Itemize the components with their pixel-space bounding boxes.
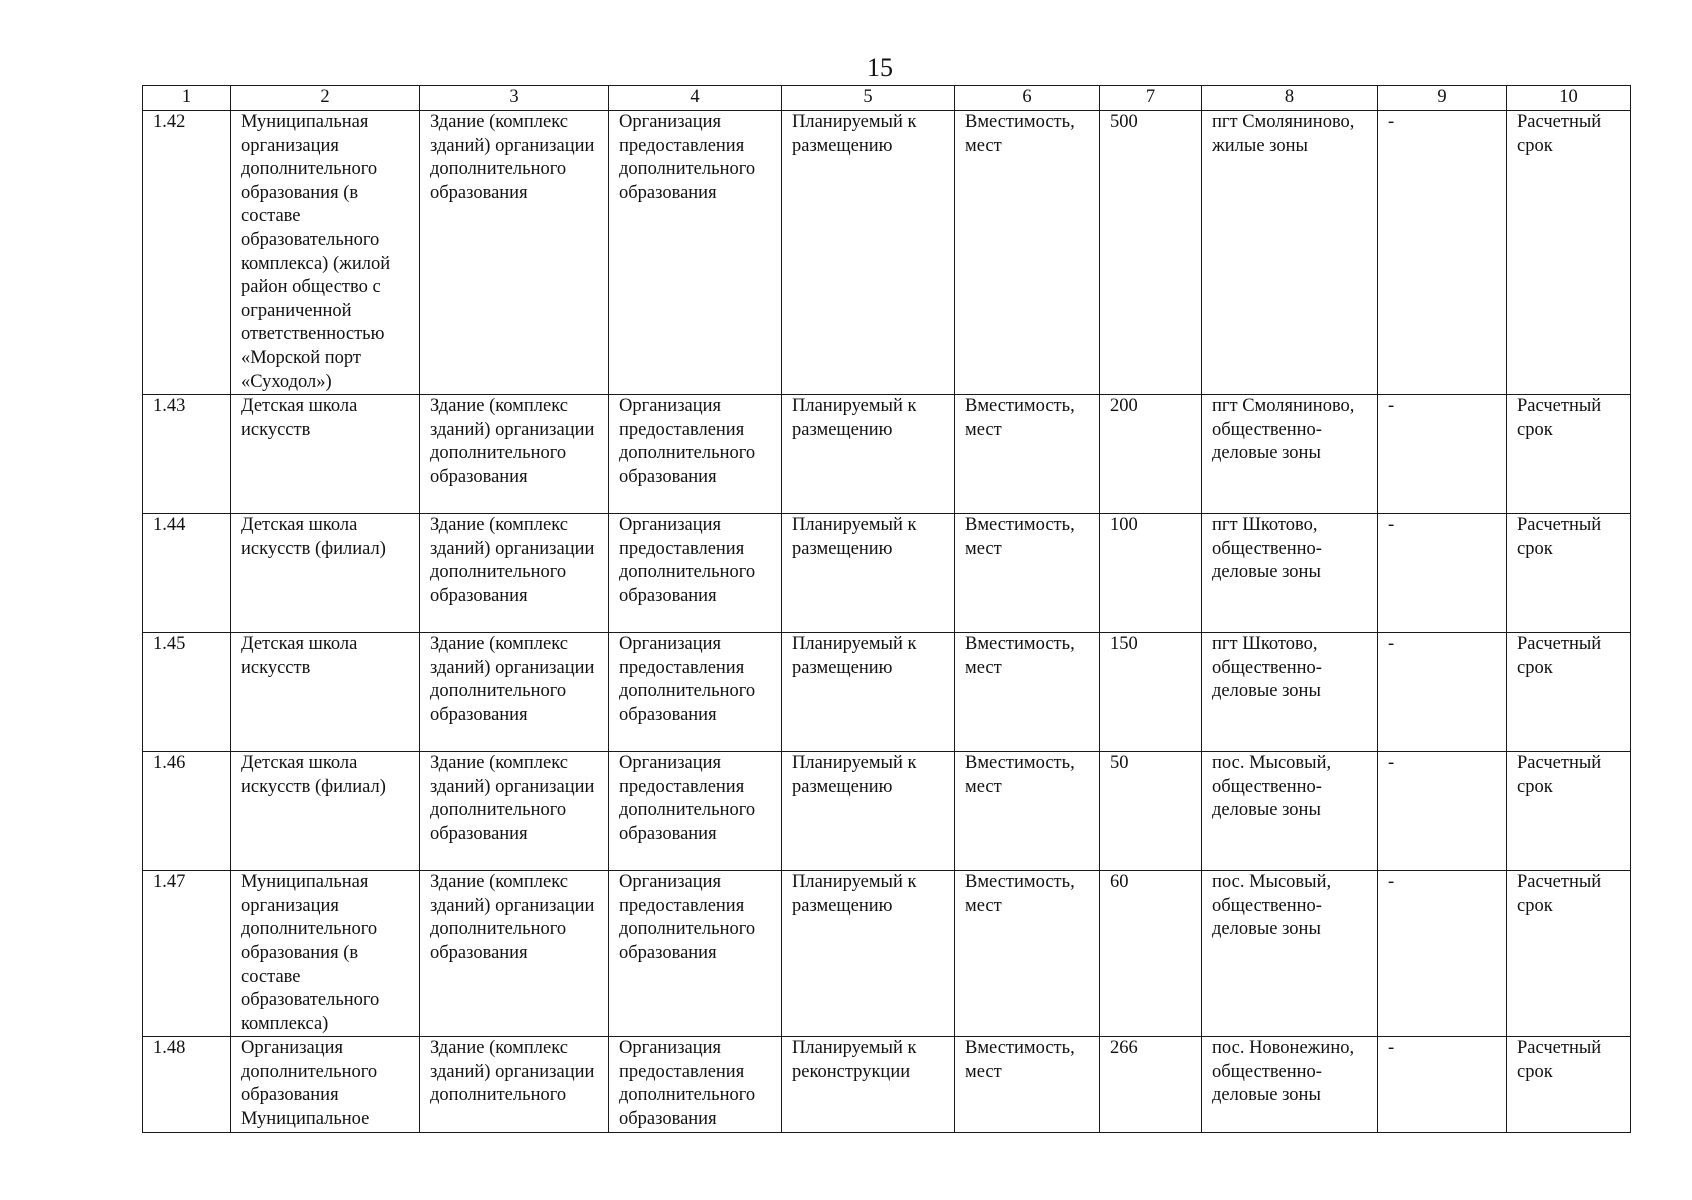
column-number: 8 [1202, 86, 1378, 111]
object-location: пгт Шкотово, общественно-деловые зоны [1202, 514, 1378, 633]
object-type: Здание (комплекс зданий) организации дополнительного образования [420, 752, 609, 871]
row-id: 1.47 [143, 871, 231, 1037]
object-name: Детская школа искусств [231, 633, 420, 752]
object-purpose: Организация предоставления дополнительного образования [609, 871, 782, 1037]
column-number: 5 [782, 86, 955, 111]
object-location: пгт Смоляниново, общественно-деловые зоны [1202, 395, 1378, 514]
object-location: пгт Шкотово, общественно-деловые зоны [1202, 633, 1378, 752]
object-zone: - [1378, 633, 1507, 752]
column-number: 9 [1378, 86, 1507, 111]
object-type: Здание (комплекс зданий) организации дополнительного образования [420, 111, 609, 395]
object-zone: - [1378, 111, 1507, 395]
object-purpose: Организация предоставления дополнительного образования [609, 1037, 782, 1132]
table-row [143, 752, 1631, 871]
object-name: Детская школа искусств (филиал) [231, 514, 420, 633]
table-row [143, 871, 1631, 1037]
object-zone: - [1378, 395, 1507, 514]
object-type: Здание (комплекс зданий) организации дополнительного образования [420, 395, 609, 514]
object-characteristic: Вместимость, мест [955, 633, 1100, 752]
object-status: Планируемый к размещению [782, 111, 955, 395]
object-type: Здание (комплекс зданий) организации дополнительного образования [420, 633, 609, 752]
column-number: 3 [420, 86, 609, 111]
object-value: 100 [1100, 514, 1202, 633]
object-value: 266 [1100, 1037, 1202, 1132]
table-row [143, 1037, 1631, 1132]
object-purpose: Организация предоставления дополнительного образования [609, 752, 782, 871]
object-name: Муниципальная организация дополнительного образования (в составе образовательного комплекса) [231, 871, 420, 1037]
object-location: пос. Новонежино, общественно-деловые зоны [1202, 1037, 1378, 1132]
object-characteristic: Вместимость, мест [955, 1037, 1100, 1132]
object-name: Детская школа искусств (филиал) [231, 752, 420, 871]
object-zone: - [1378, 514, 1507, 633]
row-id: 1.48 [143, 1037, 231, 1132]
row-id: 1.45 [143, 633, 231, 752]
row-id: 1.43 [143, 395, 231, 514]
object-purpose: Организация предоставления дополнительного образования [609, 395, 782, 514]
object-term: Расчетный срок [1507, 752, 1631, 871]
column-number: 4 [609, 86, 782, 111]
object-value: 50 [1100, 752, 1202, 871]
object-value: 500 [1100, 111, 1202, 395]
object-term: Расчетный срок [1507, 633, 1631, 752]
row-id: 1.42 [143, 111, 231, 395]
object-zone: - [1378, 1037, 1507, 1132]
row-id: 1.44 [143, 514, 231, 633]
column-number: 7 [1100, 86, 1202, 111]
column-number-row [143, 86, 1631, 111]
object-location: пос. Мысовый, общественно-деловые зоны [1202, 752, 1378, 871]
object-term: Расчетный срок [1507, 111, 1631, 395]
column-number: 1 [143, 86, 231, 111]
object-status: Планируемый к размещению [782, 514, 955, 633]
table-row [143, 111, 1631, 395]
object-term: Расчетный срок [1507, 1037, 1631, 1132]
table-row [143, 395, 1631, 514]
page-number: 15 [867, 53, 893, 82]
object-term: Расчетный срок [1507, 395, 1631, 514]
object-location: пос. Мысовый, общественно-деловые зоны [1202, 871, 1378, 1037]
object-status: Планируемый к размещению [782, 633, 955, 752]
object-zone: - [1378, 752, 1507, 871]
object-characteristic: Вместимость, мест [955, 111, 1100, 395]
object-status: Планируемый к размещению [782, 871, 955, 1037]
object-location: пгт Смоляниново, жилые зоны [1202, 111, 1378, 395]
object-term: Расчетный срок [1507, 514, 1631, 633]
object-purpose: Организация предоставления дополнительного образования [609, 514, 782, 633]
object-type: Здание (комплекс зданий) организации дополнительного [420, 1037, 609, 1132]
data-table [142, 85, 1631, 1133]
object-characteristic: Вместимость, мест [955, 752, 1100, 871]
object-characteristic: Вместимость, мест [955, 514, 1100, 633]
object-term: Расчетный срок [1507, 871, 1631, 1037]
column-number: 2 [231, 86, 420, 111]
object-name: Организация дополнительного образования Муниципальное [231, 1037, 420, 1132]
object-purpose: Организация предоставления дополнительного образования [609, 111, 782, 395]
object-characteristic: Вместимость, мест [955, 395, 1100, 514]
object-status: Планируемый к размещению [782, 752, 955, 871]
object-type: Здание (комплекс зданий) организации дополнительного образования [420, 514, 609, 633]
column-number: 6 [955, 86, 1100, 111]
object-purpose: Организация предоставления дополнительного образования [609, 633, 782, 752]
column-number: 10 [1507, 86, 1631, 111]
table-row [143, 633, 1631, 752]
object-characteristic: Вместимость, мест [955, 871, 1100, 1037]
row-id: 1.46 [143, 752, 231, 871]
object-value: 150 [1100, 633, 1202, 752]
object-value: 60 [1100, 871, 1202, 1037]
object-type: Здание (комплекс зданий) организации дополнительного образования [420, 871, 609, 1037]
object-status: Планируемый к реконструкции [782, 1037, 955, 1132]
object-zone: - [1378, 871, 1507, 1037]
object-status: Планируемый к размещению [782, 395, 955, 514]
object-name: Детская школа искусств [231, 395, 420, 514]
object-value: 200 [1100, 395, 1202, 514]
object-name: Муниципальная организация дополнительного образования (в составе образовательного комплекса) (жилой район общество с ограниченной ответственностью «Морской порт «Суходол») [231, 111, 420, 395]
table-row [143, 514, 1631, 633]
